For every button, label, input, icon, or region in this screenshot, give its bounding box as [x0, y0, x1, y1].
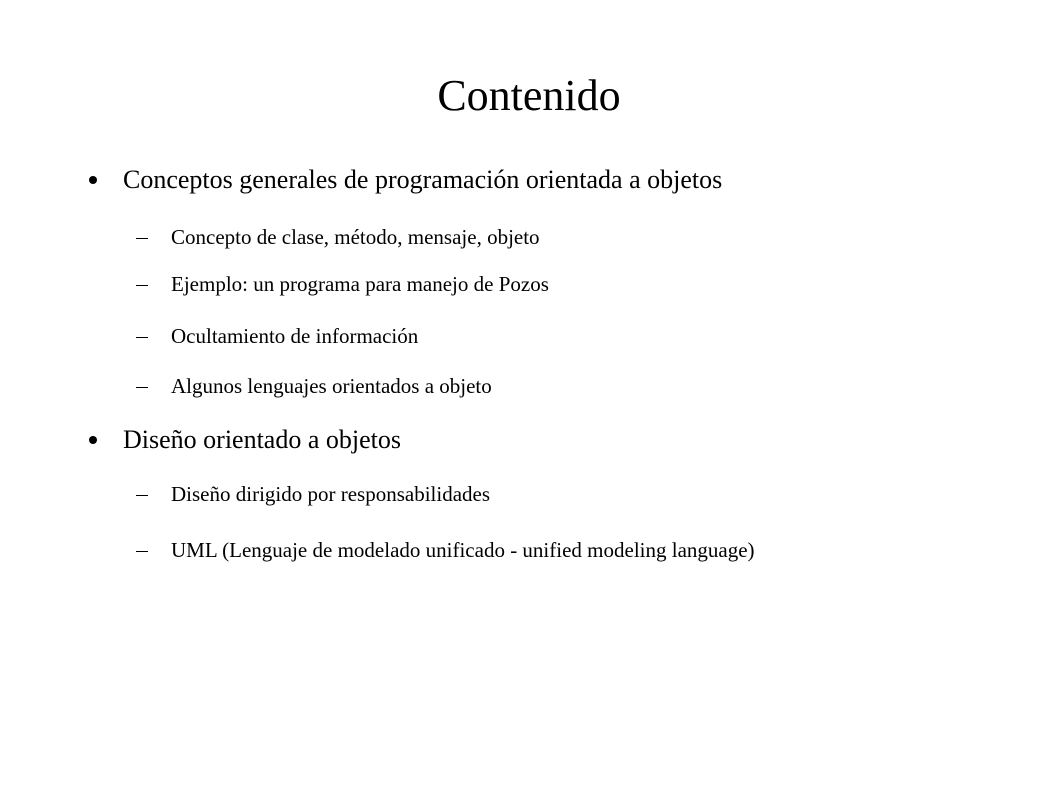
sub-bullet-item [171, 371, 891, 401]
sub-bullet-item [171, 479, 891, 509]
bullet-section-2 [123, 424, 401, 456]
dash-icon [136, 495, 148, 496]
sub-bullet-item [171, 222, 891, 252]
bullet-dot-icon [89, 176, 97, 184]
sub-bullet-item [171, 321, 891, 351]
dash-icon [136, 337, 148, 338]
bullet-dot-icon [89, 436, 97, 444]
dash-icon [136, 238, 148, 239]
bullet-section-label: Conceptos generales de programación orientada a objetos [123, 165, 723, 194]
sub-bullet-label: Concepto de clase, método, mensaje, objeto [171, 225, 540, 249]
sub-bullet-label: Ocultamiento de información [171, 324, 419, 348]
bullet-section-1 [123, 164, 722, 196]
sub-bullet-label: Ejemplo: un programa para manejo de Pozos [171, 272, 549, 296]
bullet-section-label: Diseño orientado a objetos [123, 425, 401, 454]
dash-icon [136, 551, 148, 552]
sub-bullet-label: UML (Lenguaje de modelado unificado - unified modeling language) [171, 538, 755, 562]
sub-bullet-item [171, 269, 891, 299]
dash-icon [136, 387, 148, 388]
slide-title: Contenido [437, 71, 621, 120]
sub-bullet-label: Diseño dirigido por responsabilidades [171, 482, 491, 506]
sub-bullet-label: Algunos lenguajes orientados a objeto [171, 374, 492, 398]
dash-icon [136, 285, 148, 286]
sub-bullet-item [171, 535, 891, 565]
